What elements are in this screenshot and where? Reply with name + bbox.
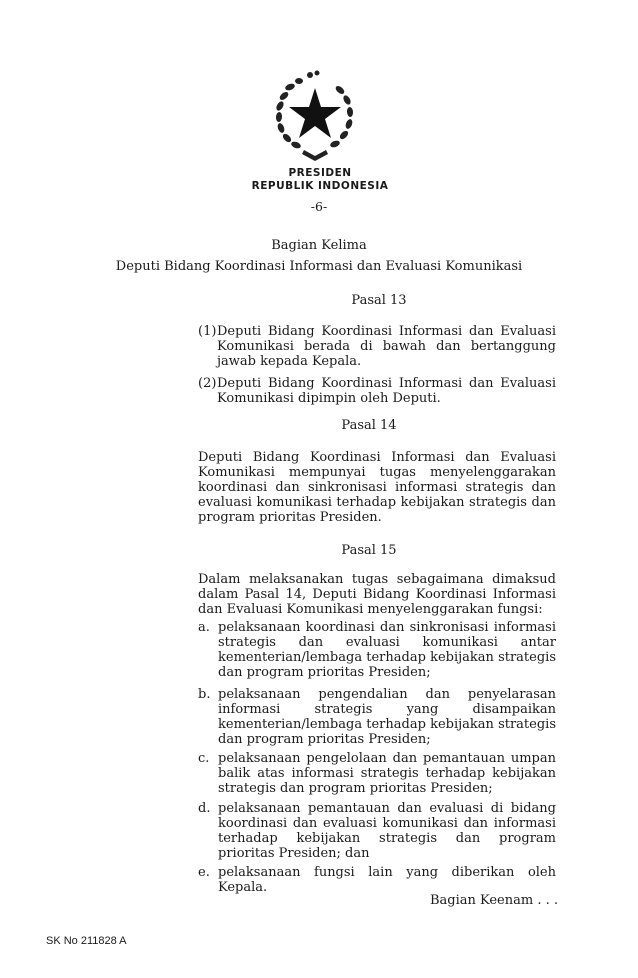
function-list-item bbox=[198, 865, 556, 895]
function-list-item bbox=[198, 620, 556, 680]
pasal-14-heading: Pasal 14 bbox=[341, 418, 397, 433]
header-republik-indonesia: REPUBLIK INDONESIA bbox=[251, 180, 389, 192]
list-item-text: pelaksanaan pengelolaan dan pemantauan umpan balik atas informasi strategis terhadap kebijakan strategis dan program prioritas Presiden; bbox=[218, 751, 556, 796]
function-list-item bbox=[198, 687, 556, 747]
list-item-text: pelaksanaan fungsi lain yang diberikan oleh Kepala. bbox=[218, 865, 556, 895]
item-number: (1) bbox=[198, 324, 217, 339]
item-text: Deputi Bidang Koordinasi Informasi dan Evaluasi Komunikasi dipimpin oleh Deputi. bbox=[217, 376, 556, 406]
function-list-item bbox=[198, 751, 556, 796]
pasal-15-heading: Pasal 15 bbox=[341, 543, 397, 558]
pasal-13-heading: Pasal 13 bbox=[351, 293, 407, 308]
list-item-text: pelaksanaan koordinasi dan sinkronisasi informasi strategis dan evaluasi komunikasi antar kementerian/lembaga terhadap kebijakan strategis dan program prioritas Presiden; bbox=[218, 620, 556, 680]
sk-number: SK No 211828 A bbox=[46, 935, 127, 947]
pasal-14-text: Deputi Bidang Koordinasi Informasi dan Evaluasi Komunikasi mempunyai tugas menyelenggarakan koordinasi dan sinkronisasi informasi strategis dan evaluasi komunikasi terhadap kebijakan strategis dan program prioritas Presiden. bbox=[198, 450, 556, 525]
list-item-label: a. bbox=[198, 620, 210, 635]
list-item-label: c. bbox=[198, 751, 210, 766]
item-number: (2) bbox=[198, 376, 217, 391]
garuda-star-emblem-icon bbox=[270, 66, 360, 166]
list-item-label: e. bbox=[198, 865, 210, 880]
section-part: Bagian Kelima bbox=[271, 238, 367, 253]
list-item-label: b. bbox=[198, 687, 211, 702]
pasal-13-item bbox=[198, 376, 556, 406]
page-number: -6- bbox=[310, 199, 328, 214]
item-text: Deputi Bidang Koordinasi Informasi dan Evaluasi Komunikasi berada di bawah dan bertanggung jawab kepada Kepala. bbox=[217, 324, 556, 369]
list-item-text: pelaksanaan pengendalian dan penyelarasan informasi strategis yang disampaikan kementerian/lembaga terhadap kebijakan strategis dan program prioritas Presiden; bbox=[218, 687, 556, 747]
list-item-label: d. bbox=[198, 801, 211, 816]
header-presiden: PRESIDEN bbox=[288, 167, 352, 179]
pasal-13-item bbox=[198, 324, 556, 369]
section-title: Deputi Bidang Koordinasi Informasi dan Evaluasi Komunikasi bbox=[115, 259, 523, 274]
pasal-15-intro: Dalam melaksanakan tugas sebagaimana dimaksud dalam Pasal 14, Deputi Bidang Koordinasi Informasi dan Evaluasi Komunikasi menyelenggarakan fungsi: bbox=[198, 572, 556, 617]
list-item-text: pelaksanaan pemantauan dan evaluasi di bidang koordinasi dan evaluasi komunikasi dan informasi terhadap kebijakan strategis dan program prioritas Presiden; dan bbox=[218, 801, 556, 861]
next-section-reference: Bagian Keenam . . . bbox=[429, 893, 558, 908]
function-list-item bbox=[198, 801, 556, 861]
